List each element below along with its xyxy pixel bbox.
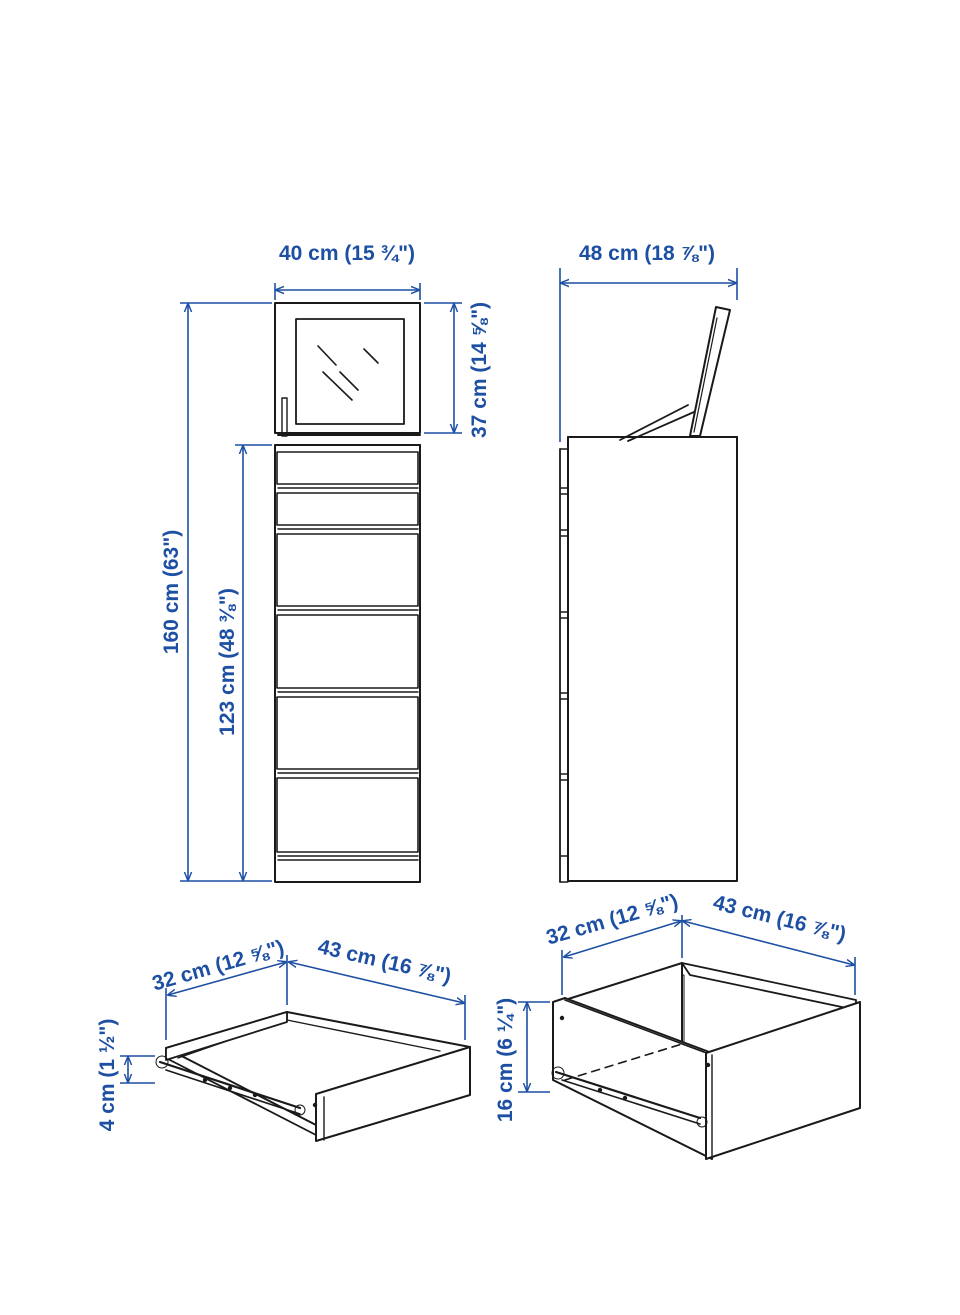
side-view-dresser [560, 307, 737, 882]
large-drawer-illustration [552, 963, 860, 1159]
front-chest-height-label: 123 cm (48 ⅜") [216, 588, 239, 736]
large-drawer-width-label: 32 cm (12 ⅝") [543, 889, 681, 950]
front-mirror-height-label: 37 cm (14 ⅝") [468, 301, 491, 439]
front-view-dresser [275, 303, 420, 882]
dimension-labels [96, 242, 848, 1131]
small-drawer-width-label: 32 cm (12 ⅝") [149, 935, 287, 996]
large-drawer-height-label: 16 cm (6 ¼") [494, 997, 517, 1123]
small-drawer-height-label: 4 cm (1 ½") [96, 1018, 119, 1132]
large-drawer-depth-label: 43 cm (16 ⅞") [710, 891, 849, 947]
front-total-height-label: 160 cm (63") [160, 529, 183, 655]
small-drawer-illustration [156, 1012, 470, 1141]
small-drawer-depth-label: 43 cm (16 ⅞") [315, 935, 454, 989]
front-width-label: 40 cm (15 ¾") [278, 242, 416, 265]
side-depth-label: 48 cm (18 ⅞") [578, 242, 716, 265]
